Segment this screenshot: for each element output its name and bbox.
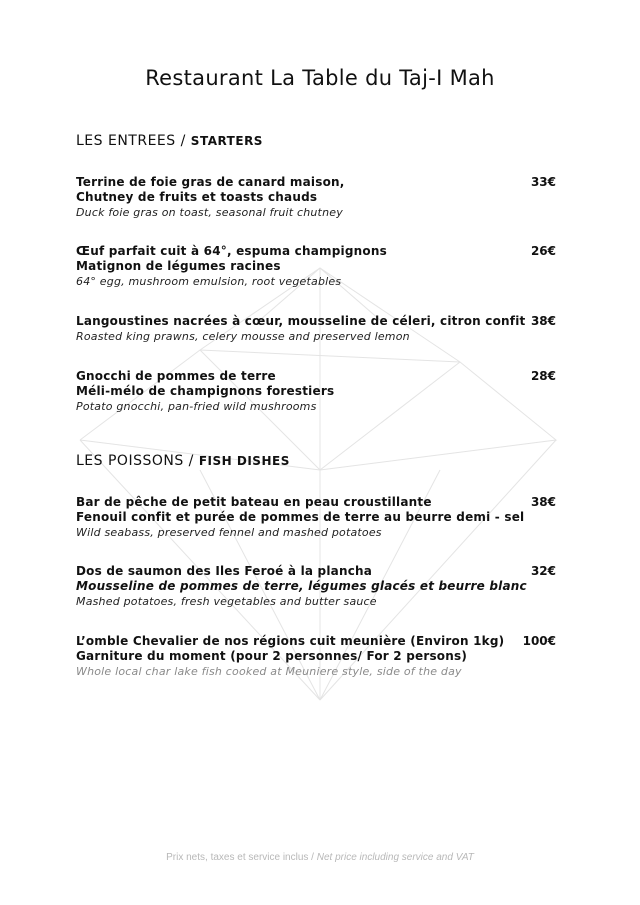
footer-note-fr: Prix nets, taxes et service inclus /: [166, 852, 317, 863]
footer-note-en: Net price including service and VAT: [316, 852, 474, 863]
dish-description: 64° egg, mushroom emulsion, root vegetables: [76, 275, 342, 288]
dish-name-line: Gnocchi de pommes de terre: [76, 369, 276, 383]
dish-description: Potato gnocchi, pan-fried wild mushrooms: [76, 400, 317, 413]
dish-description: Duck foie gras on toast, seasonal fruit chutney: [76, 206, 343, 219]
section-heading-fish: [76, 453, 290, 469]
dish-name-line: Dos de saumon des Iles Feroé à la plancha: [76, 564, 373, 578]
menu-item-bar: [76, 495, 556, 540]
dish-price: 33€: [530, 175, 556, 189]
dish-name-line: Garniture du moment (pour 2 personnes/ For 2 persons): [76, 649, 468, 663]
section-heading-fr: LES ENTREES: [76, 133, 176, 149]
section-heading-separator: /: [175, 133, 191, 149]
dish-price: 28€: [530, 369, 556, 383]
menu-item-gnocchi: [76, 369, 556, 414]
dish-name-line: Terrine de foie gras de canard maison,: [76, 175, 345, 189]
dish-price: 32€: [530, 564, 556, 578]
menu-item-saumon: [76, 564, 556, 609]
dish-price: 38€: [530, 495, 556, 509]
dish-description: Roasted king prawns, celery mousse and preserved lemon: [76, 330, 410, 343]
footer-note: [0, 852, 640, 863]
dish-name-line: Méli-mélo de champignons forestiers: [76, 384, 335, 398]
dish-name-line: L’omble Chevalier de nos régions cuit meunière (Environ 1kg): [76, 634, 505, 648]
dish-price: 26€: [530, 244, 556, 258]
menu-item-oeuf-parfait: [76, 244, 556, 289]
dish-description: Whole local char lake fish cooked at Meuniere style, side of the day: [76, 665, 462, 678]
dish-name-line: Fenouil confit et purée de pommes de terre au beurre demi - sel: [76, 510, 525, 524]
dish-name-line: Bar de pêche de petit bateau en peau croustillante: [76, 495, 432, 509]
page-title: Restaurant La Table du Taj-I Mah: [145, 66, 495, 91]
section-heading-separator: /: [183, 453, 199, 469]
dish-name-line: Chutney de fruits et toasts chauds: [76, 190, 318, 204]
dish-price: 100€: [522, 634, 556, 648]
dish-name-line: Mousseline de pommes de terre, légumes glacés et beurre blanc: [76, 579, 527, 593]
dish-name-line: Langoustines nacrées à cœur, mousseline de céleri, citron confit: [76, 314, 526, 328]
dish-price: 38€: [530, 314, 556, 328]
section-heading-fr: LES POISSONS: [76, 453, 184, 469]
dish-name-line: Matignon de légumes racines: [76, 259, 281, 273]
dish-name-line: Œuf parfait cuit à 64°, espuma champignons: [76, 244, 387, 258]
dish-description: Mashed potatoes, fresh vegetables and butter sauce: [76, 595, 377, 608]
dish-description: Wild seabass, preserved fennel and mashed potatoes: [76, 526, 382, 539]
menu-item-langoustines: [76, 314, 556, 344]
menu-item-foie-gras: [76, 175, 556, 220]
section-heading-starters: [76, 133, 263, 149]
menu-item-omble: [76, 634, 556, 679]
section-heading-en: STARTERS: [190, 134, 263, 148]
section-heading-en: FISH DISHES: [198, 454, 290, 468]
